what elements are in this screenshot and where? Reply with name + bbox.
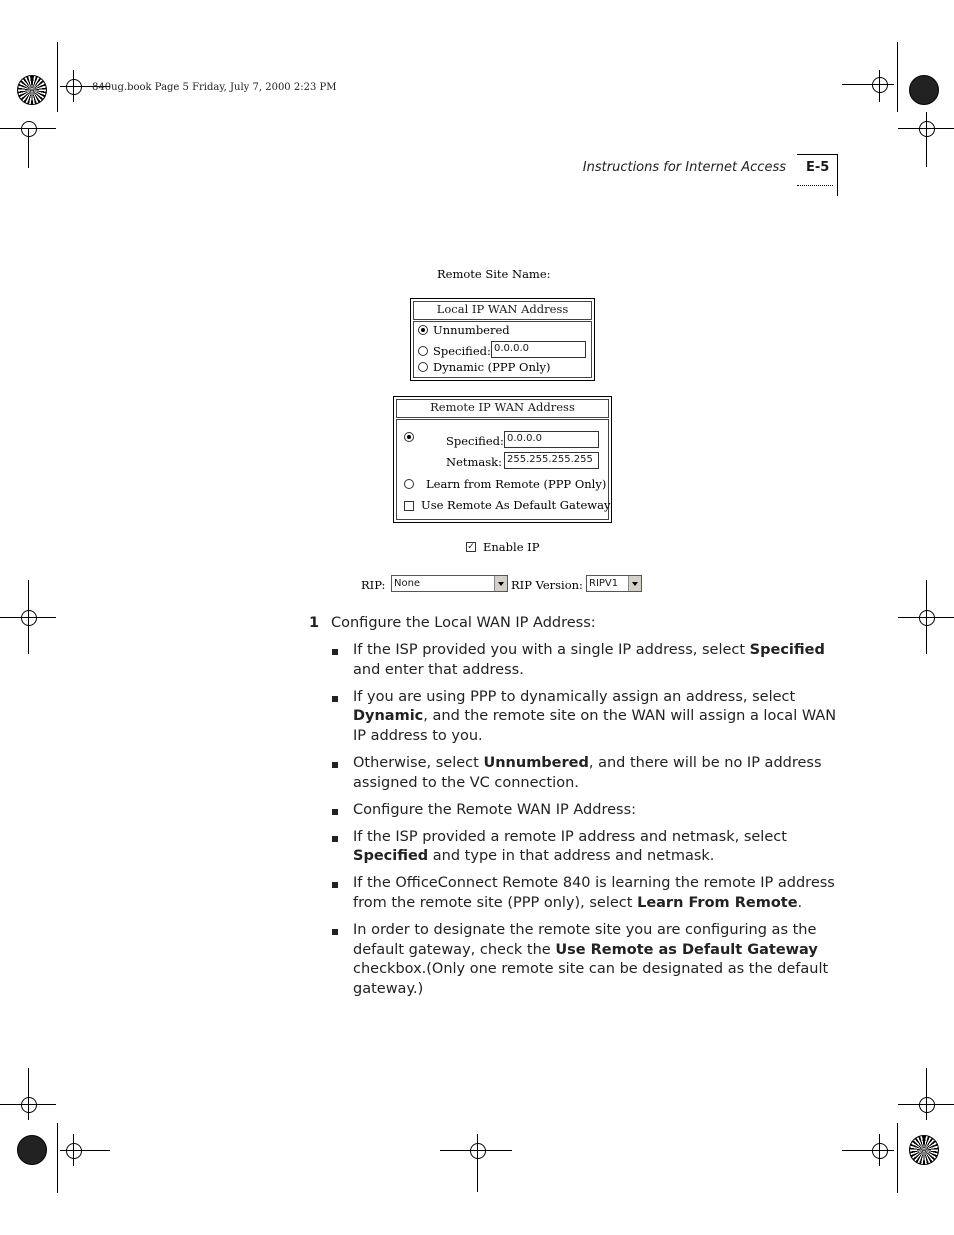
rip-select-value: None [394,578,421,589]
rip-select[interactable] [391,575,508,592]
page-number: E-5 [806,160,830,175]
bullet-square-icon [332,836,338,842]
crosshair-icon [66,79,82,95]
list-item: If the ISP provided you with a single IP address, select Specified and enter that address. [331,641,851,680]
crosshair-icon [21,610,37,626]
remote-site-name-label: Remote Site Name: [437,267,551,281]
bullet-square-icon [332,882,338,888]
crosshair-icon [66,1143,82,1159]
local-specified-label: Specified: [433,344,491,358]
list-item: In order to designate the remote site you are configuring as the default gateway, check the Use Remote as Default Gateway checkbox.(Only one remote site can be designated as the default gateway.) [331,921,851,999]
rip-version-select[interactable] [586,575,642,592]
registration-rosette-icon [909,1135,939,1165]
rip-version-value: RIPV1 [589,578,619,589]
remote-specified-label: Specified: [446,434,504,448]
rip-label: RIP: [361,578,386,592]
list-item: If you are using PPP to dynamically assign an address, select Dynamic, and the remote site on the WAN will assign a local WAN IP address to you. [331,688,851,747]
remote-specified-radio[interactable] [404,432,414,442]
registration-rosette-icon [17,1135,47,1165]
crosshair-icon [872,1143,888,1159]
enable-ip-label: Enable IP [483,540,540,554]
remote-specified-input[interactable]: 0.0.0.0 [504,431,599,448]
local-ip-wan-group [410,298,595,381]
instruction-bullets [331,641,851,1007]
list-item: Configure the Remote WAN IP Address: [331,801,851,821]
bullet-square-icon [332,762,338,768]
unnumbered-label: Unnumbered [433,323,510,337]
chevron-down-icon[interactable] [494,576,507,591]
header-tab-dots [797,185,833,186]
registration-rosette-icon [17,75,47,105]
step-number: 1 [309,615,320,631]
bullet-square-icon [332,809,338,815]
local-specified-input[interactable]: 0.0.0.0 [491,341,586,358]
bullet-square-icon [332,929,338,935]
default-gateway-label: Use Remote As Default Gateway [421,498,611,512]
crosshair-icon [872,77,888,93]
local-specified-radio[interactable] [418,346,428,356]
list-item: Otherwise, select Unnumbered, and there will be no IP address assigned to the VC connection. [331,754,851,793]
default-gateway-checkbox[interactable] [404,501,414,511]
dynamic-label: Dynamic (PPP Only) [433,360,551,374]
book-info-line: 840ug.book Page 5 Friday, July 7, 2000 2:23 PM [92,82,337,93]
netmask-input[interactable]: 255.255.255.255 [504,452,599,469]
bullet-square-icon [332,649,338,655]
header-tab-border [797,154,838,155]
header-tab-border [837,154,838,196]
list-item: If the OfficeConnect Remote 840 is learning the remote IP address from the remote site (PPP only), select Learn From Remote. [331,874,851,913]
crosshair-icon [919,610,935,626]
remote-ip-wan-group [393,396,612,523]
crosshair-icon [21,1097,37,1113]
netmask-label: Netmask: [446,455,502,469]
remote-group-title: Remote IP WAN Address [430,400,575,414]
learn-from-remote-label: Learn from Remote (PPP Only) [426,477,607,491]
running-header-title: Instructions for Internet Access [582,160,786,175]
crosshair-icon [21,121,37,137]
crosshair-icon [470,1143,486,1159]
registration-rosette-icon [909,75,939,105]
rip-version-label: RIP Version: [511,578,583,592]
chevron-down-icon[interactable] [628,576,641,591]
crosshair-icon [919,121,935,137]
learn-from-remote-radio[interactable] [404,479,414,489]
unnumbered-radio[interactable] [418,325,428,335]
step-text: Configure the Local WAN IP Address: [331,615,596,631]
enable-ip-checkbox[interactable]: ✓ [467,542,475,552]
crosshair-icon [919,1097,935,1113]
local-group-title: Local IP WAN Address [436,302,569,316]
bullet-square-icon [332,696,338,702]
list-item: If the ISP provided a remote IP address and netmask, select Specified and type in that address and netmask. [331,828,851,867]
dynamic-radio[interactable] [418,362,428,372]
